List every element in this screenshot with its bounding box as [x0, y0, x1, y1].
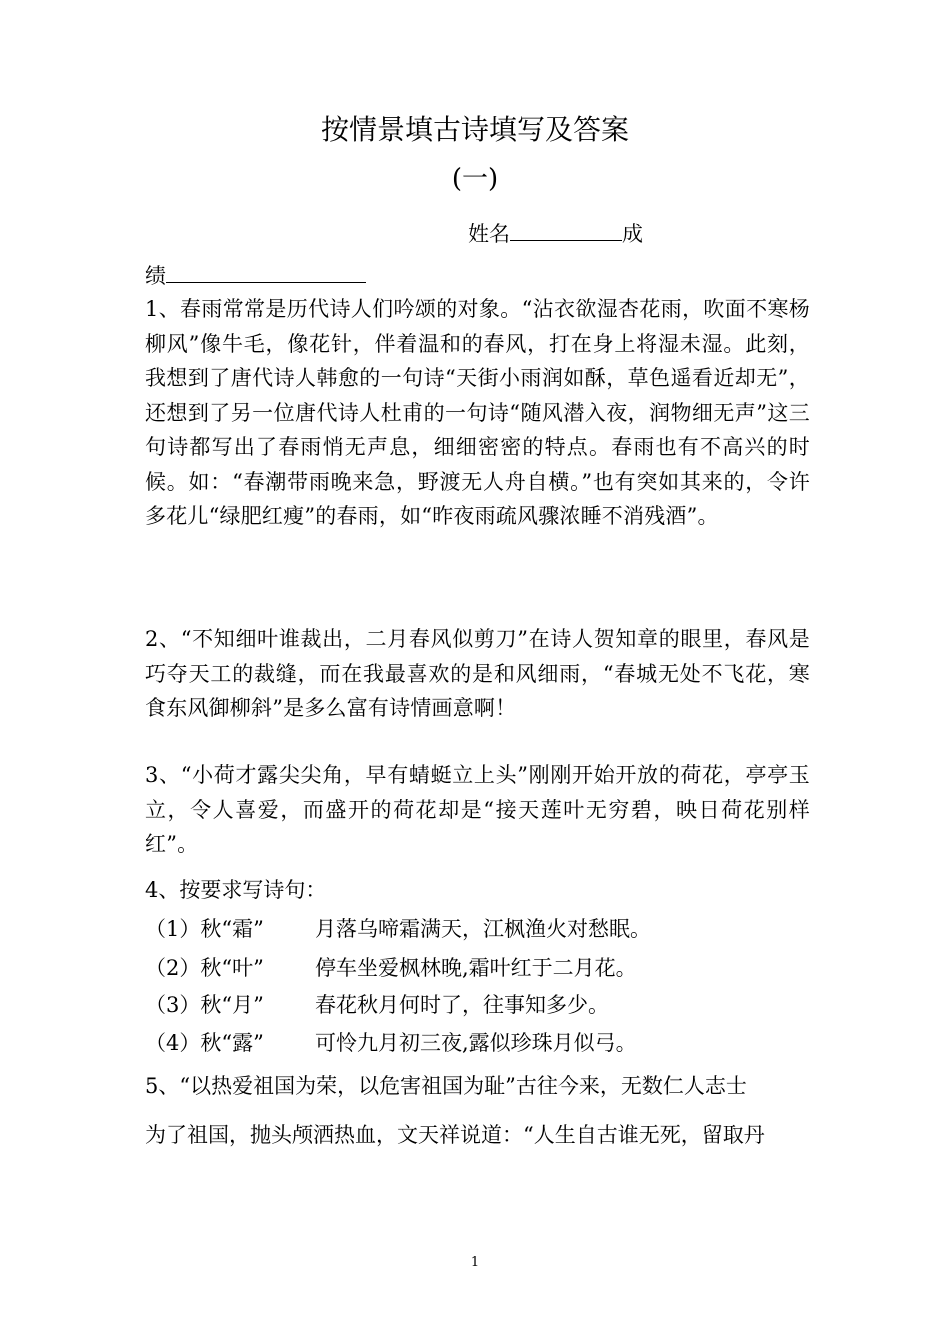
- item-text: 春花秋月何时了，往事知多少。: [315, 993, 609, 1017]
- score-label-part1: 成: [622, 222, 643, 246]
- list-item: [145, 912, 651, 946]
- name-label: 姓名: [468, 222, 510, 246]
- item-label: （4）秋“露”: [145, 1031, 264, 1055]
- document-subtitle: (一): [451, 164, 499, 194]
- list-item: [145, 951, 637, 985]
- paragraph-4-heading: 4、按要求写诗句：: [145, 878, 327, 902]
- paragraph-3: 3、“小荷才露尖尖角，早有蜻蜓立上头”刚刚开始开放的荷花，亭亭玉立，令人喜爱，而盛开的荷花却是“接天莲叶无穷碧，映日荷花别样红”。: [145, 763, 810, 856]
- name-field-row: [468, 217, 643, 251]
- item-text: 可怜九月初三夜,露似珍珠月似弓。: [315, 1031, 637, 1055]
- score-blank[interactable]: [166, 260, 366, 283]
- paragraph-1: 1、春雨常常是历代诗人们吟颂的对象。“沾衣欲湿杏花雨，吹面不寒杨柳风”像牛毛，像花针，伴着温和的春风，打在身上将湿未湿。此刻，我想到了唐代诗人韩愈的一句诗“天街小雨润如酥，草色遥看近却无”，还想到了另一位唐代诗人杜甫的一句诗“随风潜入夜，润物细无声”这三句诗都写出了春雨悄无声息，细细密密的特点。春雨也有不高兴的时候。如：“春潮带雨晚来急，野渡无人舟自横。”也有突如其来的，令许多花儿“绿肥红瘦”的春雨，如“昨夜雨疏风骤浓睡不消残酒”。: [145, 297, 810, 528]
- paragraph-2: 2、“不知细叶谁裁出，二月春风似剪刀”在诗人贺知章的眼里，春风是巧夺天工的裁缝，而在我最喜欢的是和风细雨，“春城无处不飞花，寒食东风御柳斜”是多么富有诗情画意啊！: [145, 627, 810, 720]
- score-field-row: [145, 259, 366, 293]
- paragraph-5-line-2: 为了祖国，抛头颅洒热血，文天祥说道：“人生自古谁无死，留取丹: [145, 1123, 765, 1147]
- list-item: [145, 1026, 637, 1060]
- item-label: （1）秋“霜”: [145, 917, 264, 941]
- document-title: 按情景填古诗填写及答案: [320, 113, 629, 146]
- paragraph-5-line-1: 5、“以热爱祖国为荣，以危害祖国为耻”古往今来，无数仁人志士: [145, 1074, 747, 1098]
- name-blank[interactable]: [510, 218, 622, 241]
- page-number: 1: [470, 1255, 480, 1270]
- list-item: [145, 988, 609, 1022]
- item-label: （2）秋“叶”: [145, 956, 264, 980]
- item-text: 停车坐爱枫林晚,霜叶红于二月花。: [315, 956, 637, 980]
- score-label-part2: 绩: [145, 264, 166, 288]
- item-text: 月落乌啼霜满天，江枫渔火对愁眠。: [315, 917, 651, 941]
- item-label: （3）秋“月”: [145, 993, 264, 1017]
